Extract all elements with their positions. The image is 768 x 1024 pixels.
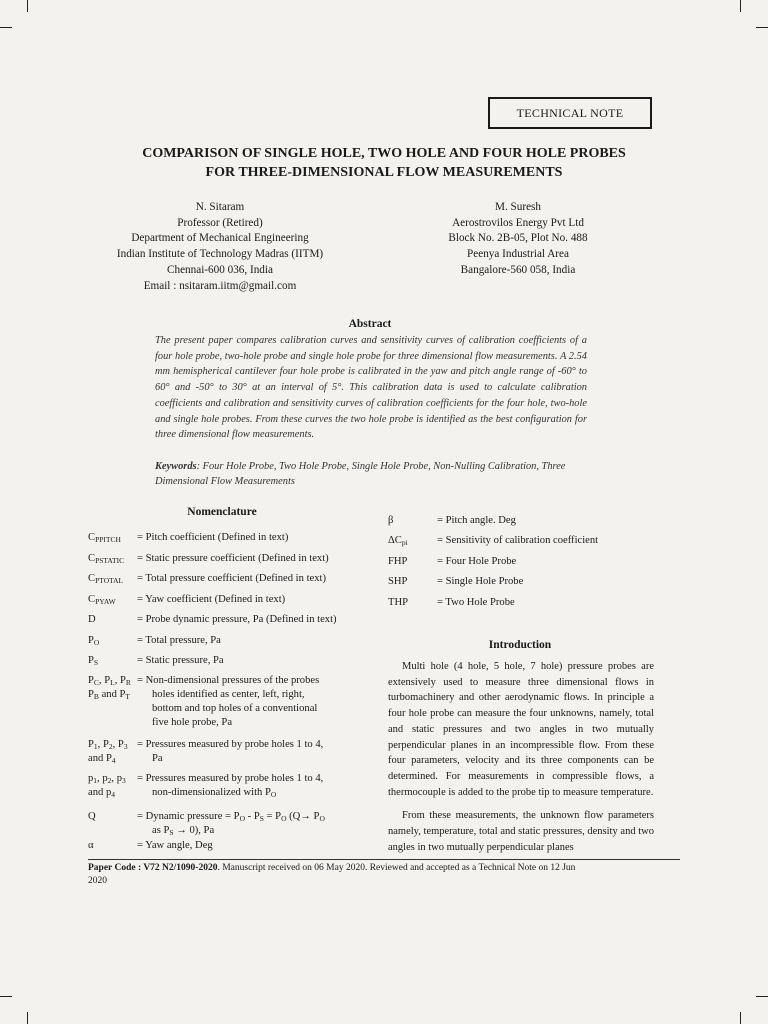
author-1-institute: Indian Institute of Technology Madras (IITM) <box>116 248 324 261</box>
keywords-text: : Four Hole Probe, Two Hole Probe, Single Hole Probe, Non-Nulling Calibration, Three Dimensional Flow Measurements <box>155 461 566 487</box>
technical-note-label: TECHNICAL NOTE <box>488 97 652 129</box>
introduction-body <box>388 659 654 855</box>
crop-mark <box>27 0 28 12</box>
intro-paragraph-2: From these measurements, the unknown flow parameters namely, temperature, total and static pressures, density and two angles in two mutually perpendicular planes <box>388 810 654 853</box>
paper-title <box>60 144 708 182</box>
author-1-city: Chennai-600 036, India <box>167 263 273 276</box>
author-1-block <box>100 200 340 294</box>
author-1-email: Email : nsitaram.iitm@gmail.com <box>143 279 297 292</box>
footer-note <box>88 862 588 888</box>
crop-mark <box>756 27 768 28</box>
keywords <box>155 459 595 489</box>
author-1-name: N. Sitaram <box>195 201 245 213</box>
keywords-label: Keywords <box>155 461 197 472</box>
author-1-department: Department of Mechanical Engineering <box>131 232 309 245</box>
author-2-block <box>418 200 618 279</box>
crop-mark <box>740 0 741 12</box>
abstract-heading: Abstract <box>348 318 392 330</box>
author-2-name: M. Suresh <box>495 201 541 213</box>
author-1-position: Professor (Retired) <box>177 216 263 229</box>
footer-divider <box>88 859 680 860</box>
manuscript-dates: . Manuscript received on 06 May 2020. Reviewed and accepted as a Technical Note on 12 Jun 2020 <box>88 863 576 886</box>
intro-paragraph-1: Multi hole (4 hole, 5 hole, 7 hole) pressure probes are extensively used to measure three dimensional flows in turbomachinery and other aerodynamic flows. In principle a four hole probe can measure the four unknowns, namely, total and static pressures and two angles in two mutually perpendicular planes in an incompressible flow. From these four parameters, velocity and its three components can be determined. For measurements in compressible flows, a thermocouple is added to the probe tip to measure temperature. <box>388 661 654 798</box>
author-2-address-2: Peenya Industrial Area <box>467 248 569 261</box>
crop-mark <box>0 996 12 997</box>
crop-mark <box>740 1012 741 1024</box>
paper-code: Paper Code : V72 N2/1090-2020 <box>88 863 218 873</box>
introduction-heading: Introduction <box>488 639 552 651</box>
crop-mark <box>756 996 768 997</box>
author-2-city: Bangalore-560 058, India <box>460 263 576 276</box>
crop-mark <box>0 27 12 28</box>
author-2-company: Aerostrovilos Energy Pvt Ltd <box>452 216 584 229</box>
title-line-2: FOR THREE-DIMENSIONAL FLOW MEASUREMENTS <box>205 165 563 180</box>
crop-mark <box>27 1012 28 1024</box>
title-line-1: COMPARISON OF SINGLE HOLE, TWO HOLE AND FOUR HOLE PROBES <box>142 146 626 161</box>
abstract-text: The present paper compares calibration curves and sensitivity curves of calibration coefficients of a four hole probe, two-hole probe and single hole probe for three dimensional flow measurements. A 2.54 mm hemispherical cantilever four hole probe is calibrated in the yaw and pitch angle range of -60° to 60° and -50° to 30° at an interval of 5°. This calibration data is used to calculate calibration coefficients and calibration and sensitivity curves of calibration coefficients for the four hole, two-hole and single hole probes. From these curves the two hole probe is identified as the best configuration for three dimensional flow measurements. <box>155 335 587 441</box>
nomenclature-heading: Nomenclature <box>187 506 257 518</box>
author-2-address-1: Block No. 2B-05, Plot No. 488 <box>448 232 588 245</box>
